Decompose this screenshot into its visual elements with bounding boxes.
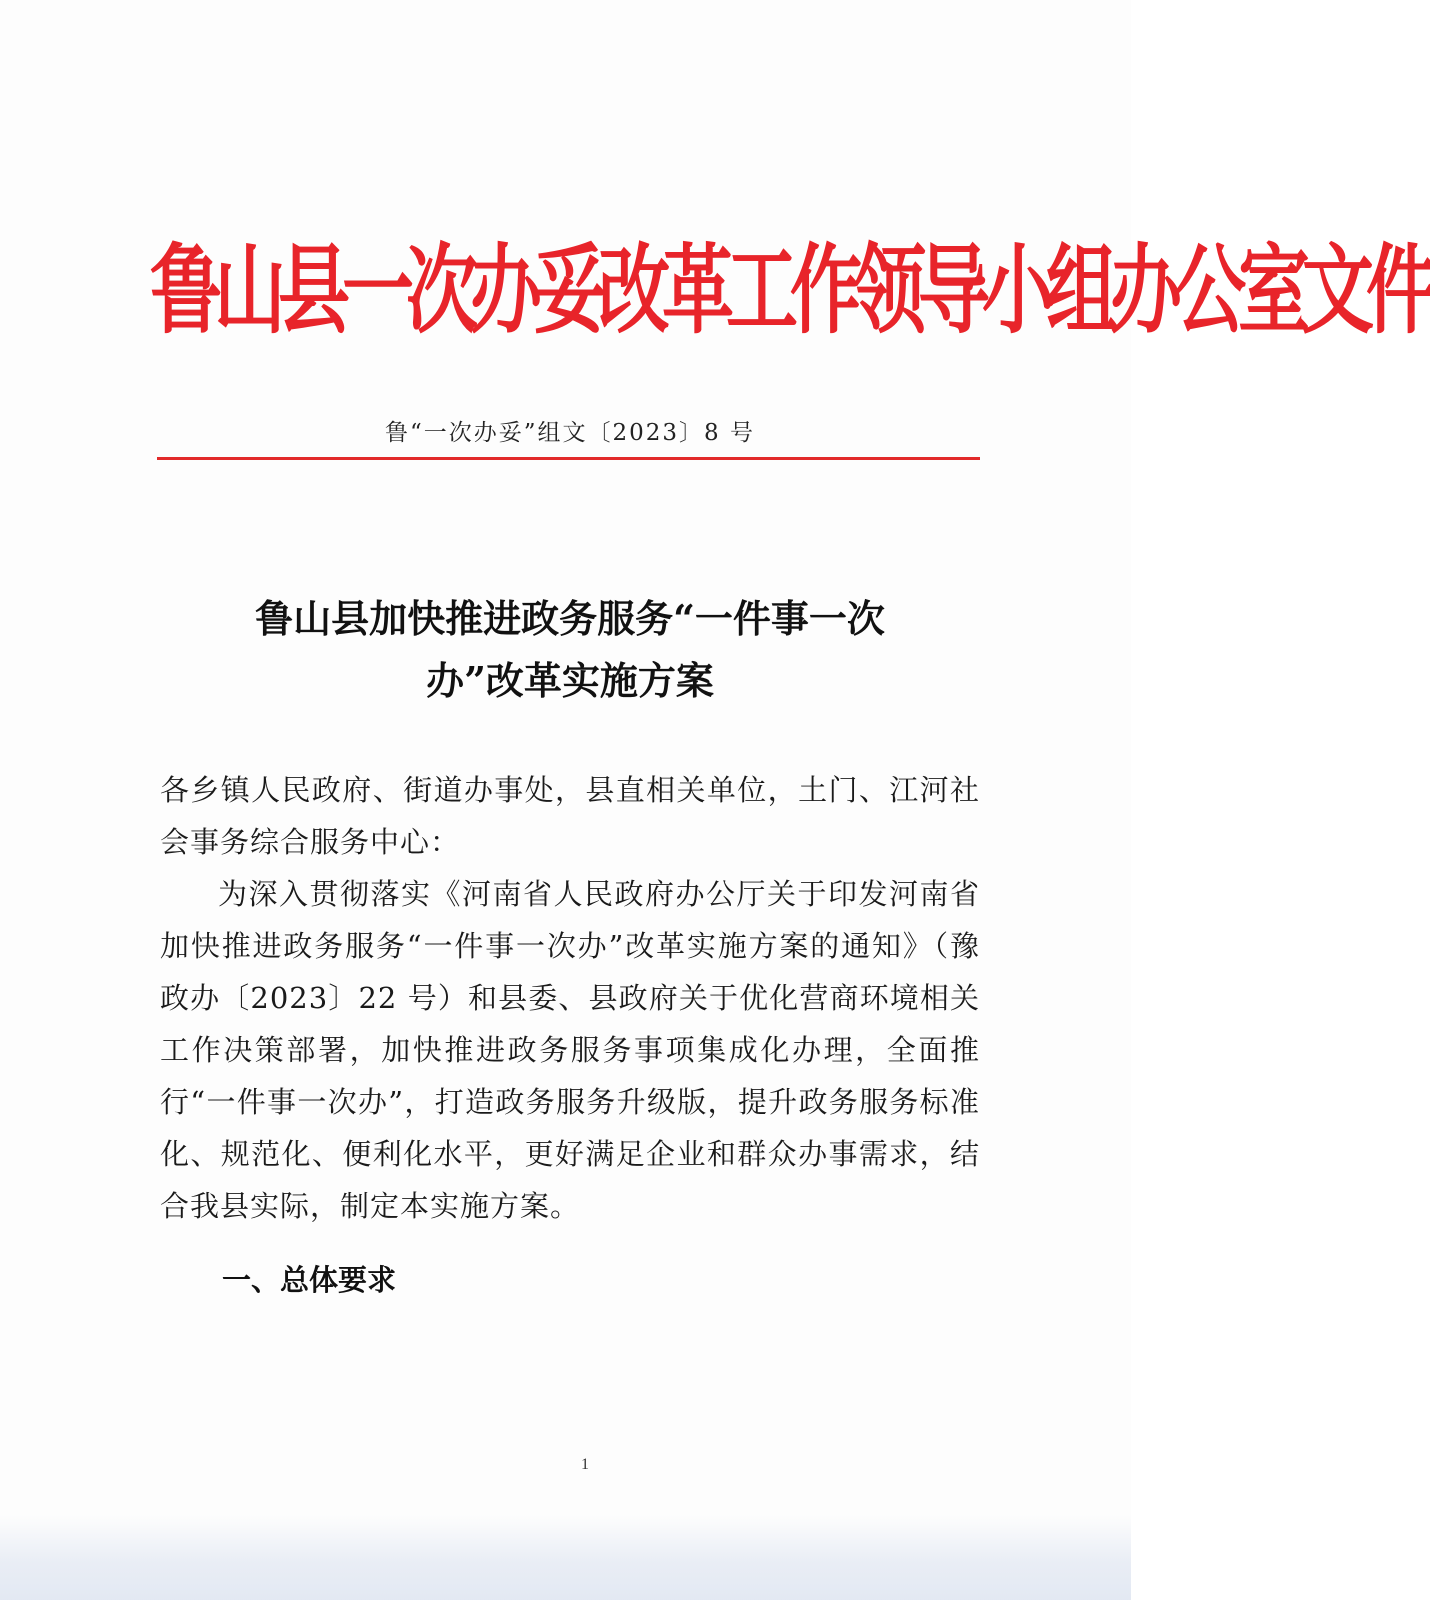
page-number: 1	[581, 1456, 589, 1473]
section-heading: 一、总体要求	[222, 1263, 397, 1297]
document-title-line2: 办”改革实施方案	[426, 658, 714, 703]
salutation: 各乡镇人民政府、街道办事处，县直相关单位，土门、江河社会事务综合服务中心：	[160, 773, 980, 859]
document-body	[160, 764, 980, 1232]
red-divider	[157, 457, 980, 460]
document-number: 鲁“一次办妥”组文〔2023〕8 号	[385, 420, 755, 446]
document-title-line1: 鲁山县加快推进政务服务“一件事一次	[255, 596, 885, 641]
document-title	[160, 588, 980, 712]
body-paragraph: 为深入贯彻落实《河南省人民政府办公厅关于印发河南省加快推进政务服务“一件事一次办”改革实施方案的通知》（豫政办〔2023〕22 号）和县委、县政府关于优化营商环境相关工作决策部署，加快推进政务服务事项集成化办理，全面推行“一件事一次办”，打造政务服务升级版，提升政务服务标准化、规范化、便利化水平，更好满足企业和群众办事需求，结合我县实际，制定本实施方案。	[160, 877, 980, 1223]
scan-shading	[0, 1515, 1131, 1600]
issuer-header: 鲁山县一次办妥改革工作领导小组办公室文件	[150, 231, 1430, 347]
